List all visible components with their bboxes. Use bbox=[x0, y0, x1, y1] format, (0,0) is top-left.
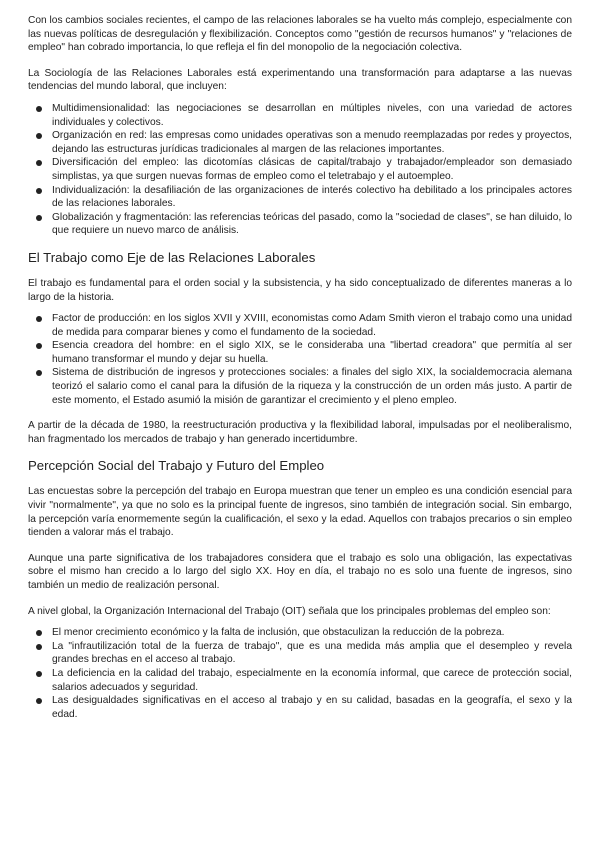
list-item: La deficiencia en la calidad del trabajo, especialmente en la economía informal, que carece de protección social, salarios adecuados y seguridad. bbox=[28, 667, 572, 694]
bullet-icon bbox=[36, 133, 42, 139]
section3-paragraph-3: A nivel global, la Organización Internacional del Trabajo (OIT) señala que los principales problemas del empleo son: bbox=[28, 605, 551, 617]
intro-paragraph-1: Con los cambios sociales recientes, el campo de las relaciones laborales se ha vuelto más complejo, especialmente con las nuevas políticas de desregulación y flexibilización. Conceptos como "gestión de recursos humanos" y "relaciones de empleo" han cobrado importancia, lo que refleja el fin del monopolio de la negociación colectiva. bbox=[28, 15, 572, 54]
bullet-icon bbox=[36, 188, 42, 194]
section-heading-trabajo-eje: El Trabajo como Eje de las Relaciones Laborales bbox=[28, 249, 316, 265]
list-item: Factor de producción: en los siglos XVII y XVIII, economistas como Adam Smith vieron el trabajo como una unidad de medida para comparar bienes y como el fundamento de la sociedad. bbox=[28, 312, 572, 339]
section3-paragraph-1: Las encuestas sobre la percepción del trabajo en Europa muestran que tener un empleo es una condición esencial para vivir "normalmente", ya que no solo es la principal fuente de ingresos, sino también de integración social. Sin embargo, la percepción varía enormemente según la cualificación, el sexo y la edad. Aquellos con trabajos precarios o sin empleo tienden a valorar más el trabajo. bbox=[28, 486, 572, 539]
list-item: Las desigualdades significativas en el acceso al trabajo y en su calidad, basadas en la geografía, el sexo y la edad. bbox=[28, 694, 572, 721]
bullet-icon bbox=[36, 644, 42, 650]
bullet-icon bbox=[36, 630, 42, 636]
intro-paragraph-2: La Sociología de las Relaciones Laborales está experimentando una transformación para adaptarse a las nuevas tendencias del mundo laboral, que incluyen: bbox=[28, 67, 572, 93]
section-heading-percepcion-social: Percepción Social del Trabajo y Futuro del Empleo bbox=[28, 458, 325, 474]
bullet-icon bbox=[36, 698, 42, 704]
bullet-icon bbox=[36, 160, 42, 166]
section2-paragraph-2: A partir de la década de 1980, la reestructuración productiva y la flexibilidad laboral, impulsadas por el neoliberalismo, han fragmentado los mercados de trabajo y han generado incertidumbre. bbox=[28, 420, 572, 445]
bullet-icon bbox=[36, 106, 42, 112]
employment-problems-list bbox=[28, 626, 572, 721]
section3-paragraph-2: Aunque una parte significativa de los trabajadores considera que el trabajo es solo una obligación, las expectativas sobre el mismo han crecido a lo largo del siglo XX. Hoy en día, el trabajo no es solo una fuente de ingresos, sino también un medio de realización personal. bbox=[28, 552, 572, 591]
bullet-icon bbox=[36, 343, 42, 349]
list-item: Organización en red: las empresas como unidades operativas son a menudo reemplazadas por redes y proyectos, dejando las estructuras jurídicas tradicionales al margen de las relaciones importantes. bbox=[28, 129, 572, 156]
section2-paragraph-1: El trabajo es fundamental para el orden social y la subsistencia, y ha sido conceptualizado de diferentes maneras a lo largo de la historia. bbox=[28, 277, 572, 303]
work-concepts-list bbox=[28, 312, 572, 407]
list-item: El menor crecimiento económico y la falta de inclusión, que obstaculizan la reducción de la pobreza. bbox=[28, 626, 572, 640]
bullet-icon bbox=[36, 316, 42, 322]
bullet-icon bbox=[36, 671, 42, 677]
bullet-icon bbox=[36, 215, 42, 221]
trends-list bbox=[28, 102, 572, 238]
list-item: Sistema de distribución de ingresos y protecciones sociales: a finales del siglo XIX, la socialdemocracia alemana teorizó el salario como el canal para la difusión de la riqueza y la construcción de un orden más justo. A partir de este momento, el Estado asumió la misión de garantizar el crecimiento y el pleno empleo. bbox=[28, 366, 572, 407]
list-item: Diversificación del empleo: las dicotomías clásicas de capital/trabajo y trabajador/empleador son demasiado simplistas, ya que surgen nuevas formas de empleo como el teletrabajo y el autoempleo. bbox=[28, 156, 572, 183]
list-item: Individualización: la desafiliación de las organizaciones de interés colectivo ha debilitado a los principales actores de las relaciones laborales. bbox=[28, 184, 572, 211]
list-item: Multidimensionalidad: las negociaciones se desarrollan en múltiples niveles, con una variedad de actores individuales y colectivos. bbox=[28, 102, 572, 129]
list-item: Esencia creadora del hombre: en el siglo XIX, se le consideraba una "libertad creadora" que permitía al ser humano transformar el mundo y dejar su huella. bbox=[28, 339, 572, 366]
bullet-icon bbox=[36, 370, 42, 376]
list-item: Globalización y fragmentación: las referencias teóricas del pasado, como la "sociedad de clases", se han diluido, lo que requiere un nuevo marco de análisis. bbox=[28, 211, 572, 238]
list-item: La "infrautilización total de la fuerza de trabajo", que es una medida más amplia que el desempleo y revela grandes brechas en el acceso al trabajo. bbox=[28, 640, 572, 667]
